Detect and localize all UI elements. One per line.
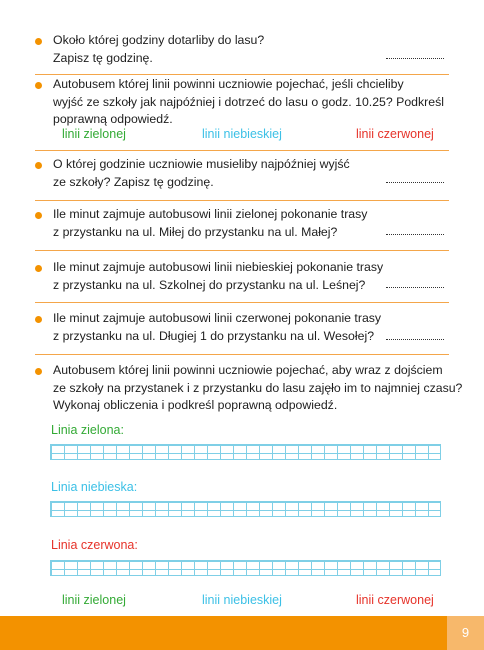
separator	[35, 150, 449, 151]
option-blue-2[interactable]: linii niebieskiej	[202, 593, 282, 607]
answer-line-4[interactable]	[386, 234, 444, 235]
separator	[35, 302, 449, 303]
question-7-line-3: Wykonaj obliczenia i podkreśl poprawną odpowiedź.	[53, 398, 338, 412]
separator	[35, 74, 449, 75]
question-3-line-1: O której godzinie uczniowie musieliby najpóźniej wyjść	[53, 157, 350, 171]
grid-label-red: Linia czerwona:	[51, 538, 138, 552]
question-2-line-1: Autobusem której linii powinni uczniowie pojechać, jeśli chcieliby	[53, 77, 404, 91]
question-1-line-1: Około której godziny dotarliby do lasu?	[53, 33, 265, 47]
question-7-line-2: ze szkoły na przystanek i z przystanku do lasu zajęło im to najmniej czasu?	[53, 380, 463, 395]
footer-bar	[0, 616, 484, 650]
bullet-icon	[35, 316, 42, 323]
option-red-2[interactable]: linii czerwonej	[356, 593, 434, 607]
bullet-icon	[35, 368, 42, 375]
option-green-2[interactable]: linii zielonej	[62, 593, 126, 607]
question-4-line-2: z przystanku na ul. Miłej do przystanku na ul. Małej?	[53, 224, 338, 239]
question-7-line-1: Autobusem której linii powinni uczniowie pojechać, aby wraz z dojściem	[53, 363, 443, 377]
option-green-1[interactable]: linii zielonej	[62, 127, 126, 141]
page-number: 9	[447, 616, 484, 650]
question-5-line-1: Ile minut zajmuje autobusowi linii niebieskiej pokonanie trasy	[53, 260, 384, 274]
question-5-line-2: z przystanku na ul. Szkolnej do przystanku na ul. Leśnej?	[53, 277, 366, 292]
bullet-icon	[35, 265, 42, 272]
answer-line-3[interactable]	[386, 182, 444, 183]
bullet-icon	[35, 82, 42, 89]
separator	[35, 354, 449, 355]
grid-green[interactable]	[50, 444, 441, 460]
grid-blue[interactable]	[50, 501, 441, 517]
separator	[35, 250, 449, 251]
grid-label-green: Linia zielona:	[51, 423, 124, 437]
question-2-line-2: wyjść ze szkoły jak najpóźniej i dotrzeć do lasu o godz. 10.25? Podkreśl	[53, 94, 444, 109]
option-red-1[interactable]: linii czerwonej	[356, 127, 434, 141]
question-1-line-2: Zapisz tę godzinę.	[53, 50, 153, 65]
question-4-line-1: Ile minut zajmuje autobusowi linii zielonej pokonanie trasy	[53, 207, 368, 221]
answer-line-6[interactable]	[386, 339, 444, 340]
answer-line-1[interactable]	[386, 58, 444, 59]
bullet-icon	[35, 38, 42, 45]
question-6-line-1: Ile minut zajmuje autobusowi linii czerwonej pokonanie trasy	[53, 311, 382, 325]
bullet-icon	[35, 212, 42, 219]
question-6-line-2: z przystanku na ul. Długiej 1 do przystanku na ul. Wesołej?	[53, 328, 375, 343]
bullet-icon	[35, 162, 42, 169]
answer-line-5[interactable]	[386, 287, 444, 288]
option-blue-1[interactable]: linii niebieskiej	[202, 127, 282, 141]
grid-label-blue: Linia niebieska:	[51, 480, 138, 494]
separator	[35, 200, 449, 201]
question-2-line-3: poprawną odpowiedź.	[53, 112, 173, 126]
question-3-line-2: ze szkoły? Zapisz tę godzinę.	[53, 174, 214, 189]
grid-red[interactable]	[50, 560, 441, 576]
